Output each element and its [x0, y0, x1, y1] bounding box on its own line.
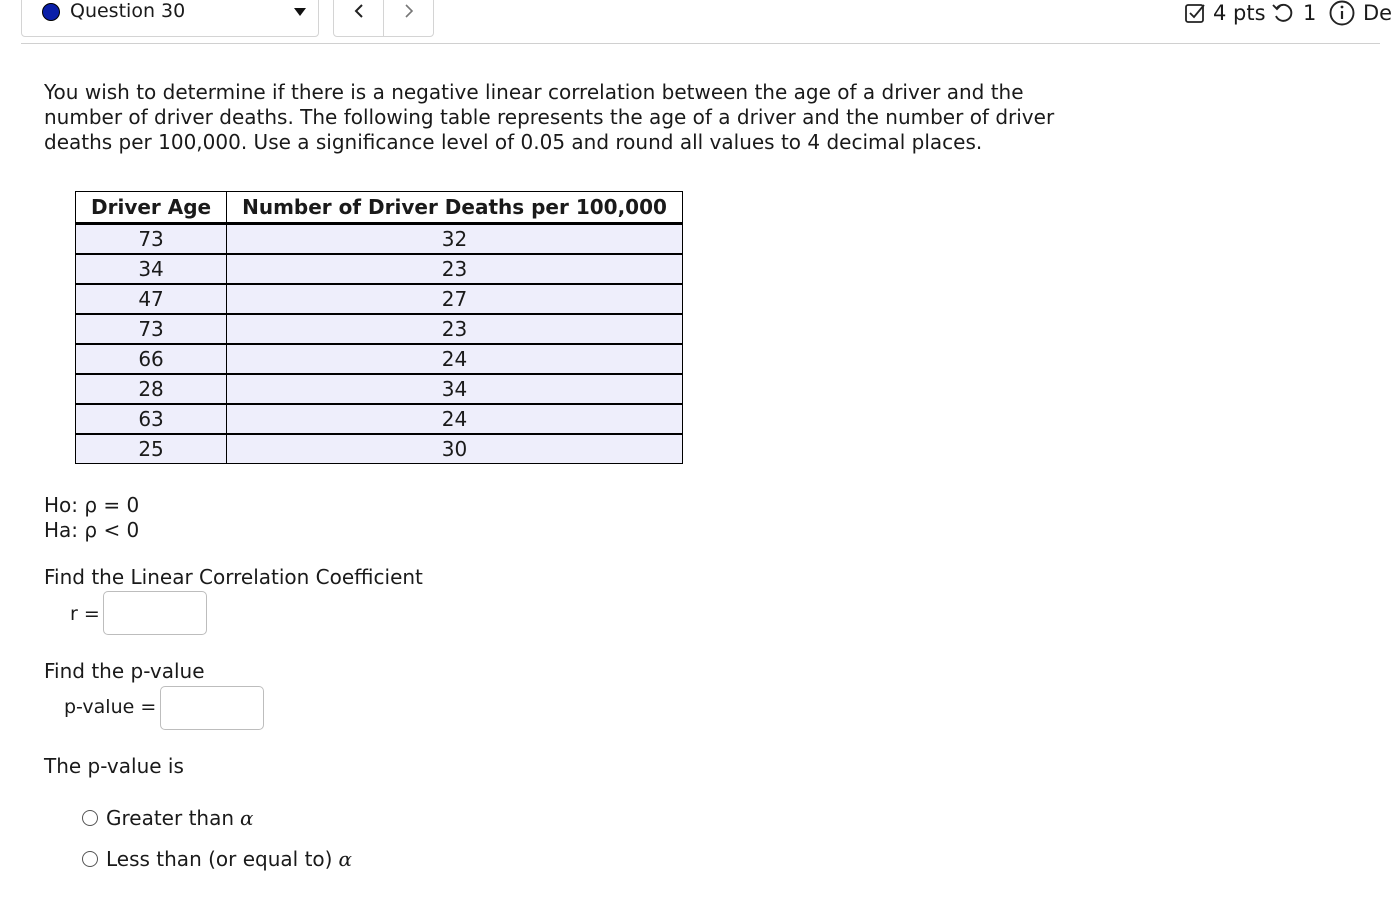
previous-question-button[interactable] — [334, 0, 383, 36]
question-text: You wish to determine if there is a negative linear correlation between the age of a driver and the number of driver deaths. The following table represents the age of a driver and the number of driver deaths per 100,000. Use a significance level of 0.05 and round all values to 4 decimal places. — [44, 80, 1055, 154]
driver-deaths-cell: 32 — [227, 224, 683, 255]
driver-age-cell: 28 — [76, 374, 227, 404]
driver-age-cell: 25 — [76, 434, 227, 464]
p-value-answer-input[interactable] — [160, 686, 264, 730]
null-hypothesis: Ho: ρ = 0 — [44, 493, 140, 517]
table-row — [76, 284, 683, 314]
question-select[interactable] — [21, 0, 319, 37]
r-answer-input[interactable] — [103, 591, 207, 635]
chevron-right-icon — [403, 3, 415, 19]
points-indicator — [1184, 0, 1266, 26]
driver-age-cell: 63 — [76, 404, 227, 434]
radio-button[interactable] — [82, 851, 98, 867]
driver-age-cell: 73 — [76, 224, 227, 255]
alpha-symbol: α — [338, 847, 352, 871]
table-header-row — [76, 192, 683, 224]
next-question-button[interactable] — [383, 0, 433, 36]
driver-deaths-cell: 27 — [227, 284, 683, 314]
table-row — [76, 434, 683, 464]
p-value-comparison-prompt: The p-value is — [44, 754, 184, 778]
info-icon — [1328, 0, 1356, 26]
option-label: Less than (or equal to) — [106, 847, 333, 871]
question-label: Question 30 — [70, 0, 186, 22]
driver-deaths-cell: 23 — [227, 254, 683, 284]
option-less-than-or-equal-alpha[interactable] — [82, 847, 352, 871]
caret-down-icon — [294, 8, 306, 16]
driver-deaths-cell: 23 — [227, 314, 683, 344]
table-row — [76, 314, 683, 344]
driver-age-cell: 66 — [76, 344, 227, 374]
table-row — [76, 344, 683, 374]
header-divider — [21, 43, 1380, 44]
question-nav — [333, 0, 434, 37]
driver-deaths-cell: 24 — [227, 344, 683, 374]
r-label: r = — [70, 603, 100, 625]
driver-deaths-cell: 24 — [227, 404, 683, 434]
retry-icon — [1271, 2, 1295, 24]
p-value-prompt: Find the p-value — [44, 659, 205, 683]
option-label: Greater than — [106, 806, 235, 830]
alpha-symbol: α — [240, 806, 254, 830]
attempts-count: 1 — [1303, 1, 1317, 25]
attempts-indicator — [1271, 0, 1316, 26]
correlation-prompt: Find the Linear Correlation Coefficient — [44, 565, 423, 589]
driver-age-cell: 73 — [76, 314, 227, 344]
driver-age-cell: 47 — [76, 284, 227, 314]
points-label: 4 pts — [1213, 1, 1266, 25]
details-label: De — [1363, 1, 1392, 25]
checkbox-icon — [1184, 2, 1206, 24]
chevron-left-icon — [353, 3, 365, 19]
radio-button[interactable] — [82, 810, 98, 826]
driver-deaths-cell: 30 — [227, 434, 683, 464]
driver-deaths-cell: 34 — [227, 374, 683, 404]
question-status-dot — [42, 3, 60, 21]
p-value-label: p-value = — [64, 696, 157, 718]
table-row — [76, 404, 683, 434]
table-row — [76, 374, 683, 404]
column-header-driver-deaths: Number of Driver Deaths per 100,000 — [227, 192, 683, 224]
table-row — [76, 254, 683, 284]
alternative-hypothesis: Ha: ρ < 0 — [44, 518, 140, 542]
data-table — [75, 191, 683, 464]
table-row — [76, 224, 683, 255]
option-greater-than-alpha[interactable] — [82, 806, 254, 830]
driver-age-cell: 34 — [76, 254, 227, 284]
details-button[interactable] — [1328, 0, 1392, 26]
column-header-driver-age: Driver Age — [76, 192, 227, 224]
